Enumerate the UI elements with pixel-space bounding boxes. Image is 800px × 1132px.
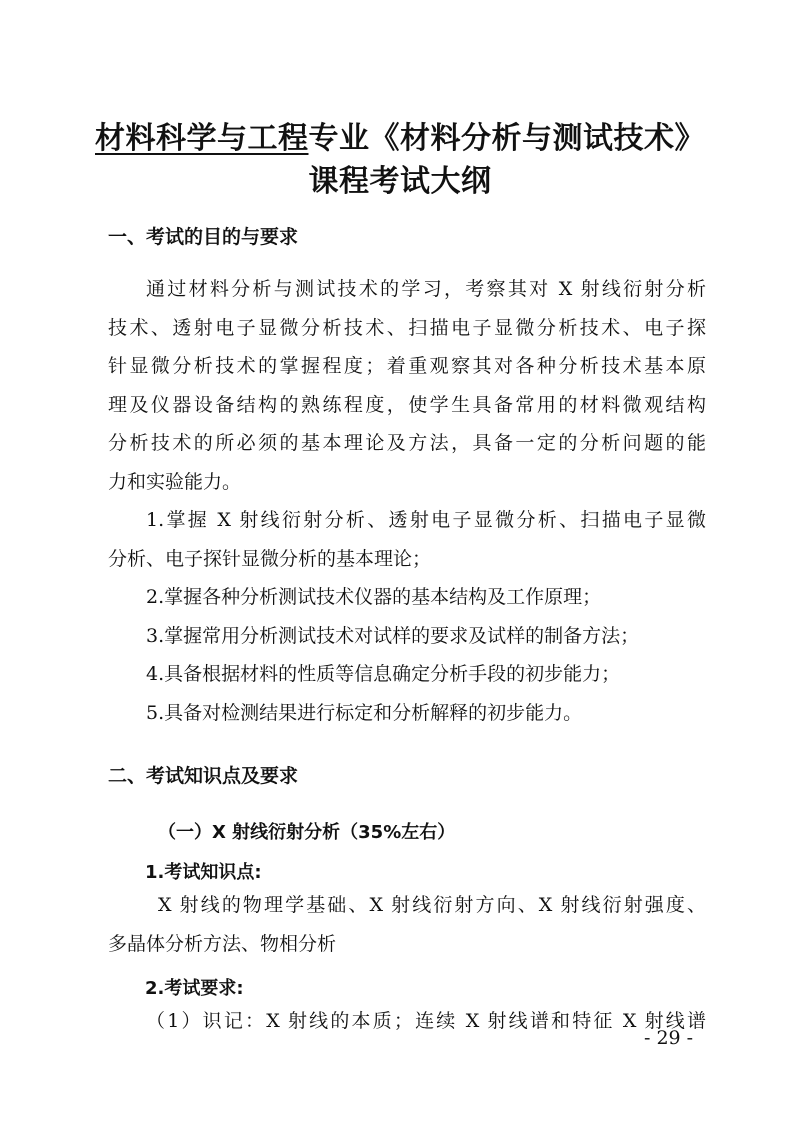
list-item-5: 5.具备对检测结果进行标定和分析解释的初步能力。 <box>146 702 583 724</box>
knowledge-points-line: X 射线的物理学基础、X 射线衍射方向、X 射线衍射强度、 <box>158 894 706 916</box>
document-title-line-1 <box>0 113 800 157</box>
list-item-1-line: 分析、电子探针显微分析的基本理论； <box>108 548 432 570</box>
section-1-paragraph-line: 理及仪器设备结构的熟练程度，使学生具备常用的材料微观结构 <box>108 394 706 416</box>
knowledge-points-line: 多晶体分析方法、物相分析 <box>108 933 337 955</box>
title-course-name: 专业《材料分析与测试技术》 <box>308 121 705 156</box>
list-item-3: 3.掌握常用分析测试技术对试样的要求及试样的制备方法； <box>146 625 640 647</box>
section-1-paragraph-line: 针显微分析技术的掌握程度；着重观察其对各种分析技术基本原 <box>108 355 706 377</box>
subsection-1-heading: （一）X 射线衍射分析（35%左右） <box>158 822 456 843</box>
page-number: - 29 - <box>644 1027 694 1049</box>
section-2-heading: 二、考试知识点及要求 <box>108 765 299 787</box>
title-major-underlined: 材料科学与工程 <box>95 121 309 156</box>
requirements-label: 2.考试要求: <box>145 978 244 999</box>
section-1-paragraph-line: 分析技术的所必须的基本理论及方法，具备一定的分析问题的能 <box>108 432 706 454</box>
list-item-2: 2.掌握各种分析测试技术仪器的基本结构及工作原理； <box>146 586 602 608</box>
section-1-paragraph-line: 技术、透射电子显微分析技术、扫描电子显微分析技术、电子探 <box>108 317 706 339</box>
section-1-heading: 一、考试的目的与要求 <box>108 226 299 248</box>
document-title-line-2: 课程考试大纲 <box>308 164 492 199</box>
requirement-1-line: （1）识记：X 射线的本质；连续 X 射线谱和特征 X 射线谱 <box>146 1010 706 1032</box>
section-1-paragraph-line: 力和实验能力。 <box>108 471 242 493</box>
section-1-paragraph-line: 通过材料分析与测试技术的学习，考察其对 X 射线衍射分析 <box>146 278 706 300</box>
knowledge-points-label: 1.考试知识点: <box>145 862 262 883</box>
list-item-4: 4.具备根据材料的性质等信息确定分析手段的初步能力； <box>146 663 621 685</box>
list-item-1-line: 1.掌握 X 射线衍射分析、透射电子显微分析、扫描电子显微 <box>146 509 706 531</box>
